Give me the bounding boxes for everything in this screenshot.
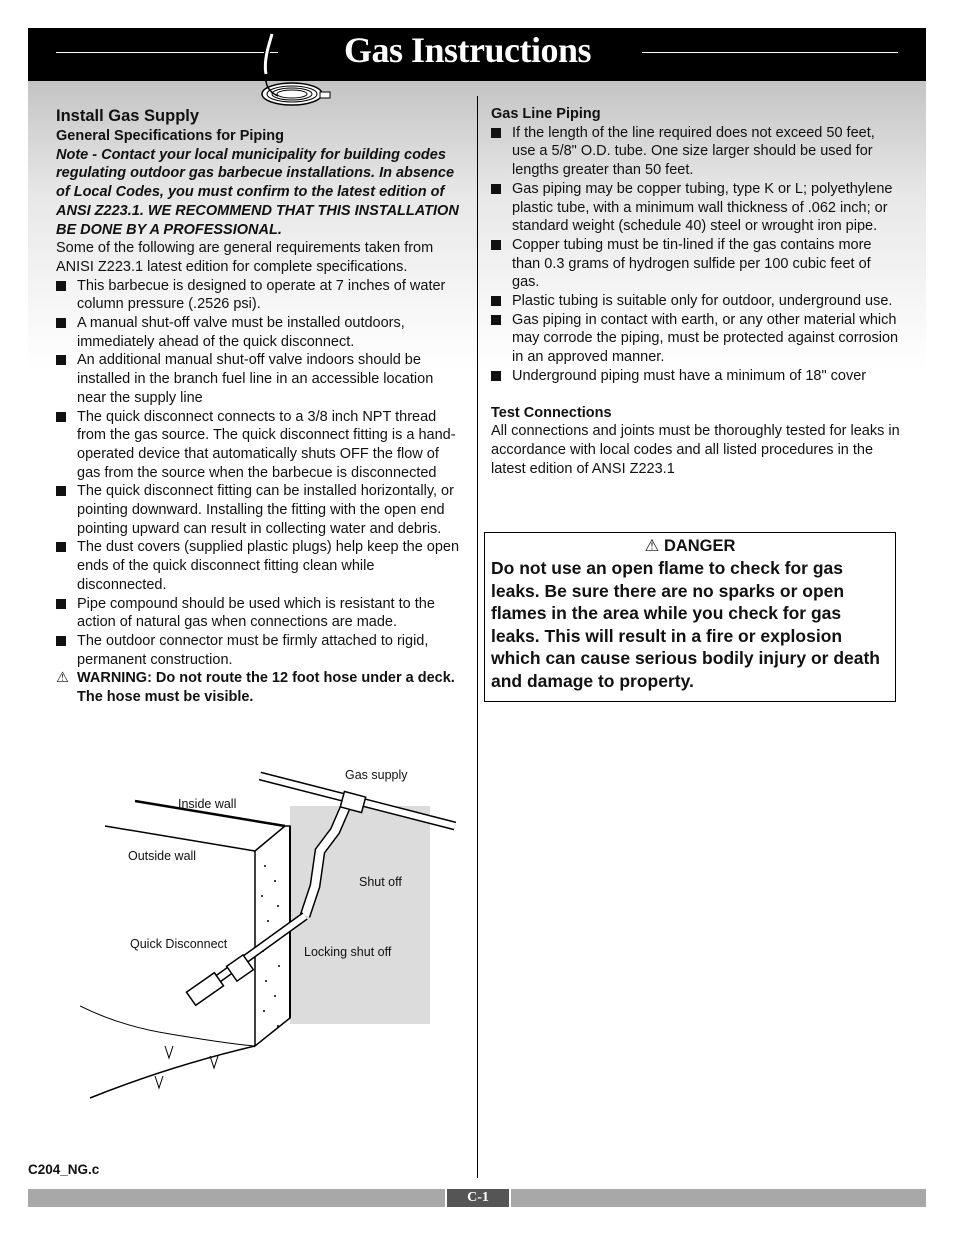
list-item: Pipe compound should be used which is resistant to the action of natural gas when connections are made. <box>56 595 466 632</box>
document-code: C204_NG.c <box>28 1162 100 1177</box>
left-column <box>56 105 466 707</box>
header-rule-left <box>56 52 278 53</box>
locking-shut-off-label: Locking shut off <box>304 945 392 959</box>
local-codes-note: Note - Contact your local municipality for building codes regulating outdoor gas barbecue installations. In absence of Local Codes, you must confirm to the latest edition of ANSI Z223.1. WE RECOMMEND THAT THIS INSTALLATION BE DONE BY A PROFESSIONAL. <box>56 146 459 238</box>
list-item: Underground piping must have a minimum of 18" cover <box>491 367 901 386</box>
hose-warning <box>56 669 466 706</box>
right-column <box>491 105 901 478</box>
column-divider <box>477 96 478 1178</box>
gas-line-piping-list <box>491 124 901 386</box>
section-spacer <box>491 386 901 404</box>
ground-line <box>90 1046 255 1098</box>
danger-heading <box>491 535 889 557</box>
gas-hose-icon <box>258 30 338 112</box>
grass-marks <box>155 1046 218 1088</box>
outside-wall-edge <box>105 826 255 851</box>
page-footer <box>28 1189 926 1207</box>
list-item: If the length of the line required does not exceed 50 feet, use a 5/8" O.D. tube. One size larger should be used for lengths greater than 50 feet. <box>491 124 901 180</box>
list-item: The dust covers (supplied plastic plugs) help keep the open ends of the quick disconnect fitting clean while disconnected. <box>56 538 466 594</box>
list-item: The outdoor connector must be firmly attached to rigid, permanent construction. <box>56 632 466 669</box>
install-gas-supply-heading: Install Gas Supply <box>56 107 200 125</box>
gas-supply-label: Gas supply <box>345 768 408 782</box>
list-item: Gas piping may be copper tubing, type K or L; polyethylene plastic tube, with a minimum wall thickness of .062 inch; or standard weight (schedule 40) steel or wrought iron pipe. <box>491 180 901 236</box>
general-specs-subheading: General Specifications for Piping <box>56 128 285 144</box>
list-item: Gas piping in contact with earth, or any other material which may corrode the piping, must be protected against corrosion in an approved manner. <box>491 311 901 367</box>
list-item: Plastic tubing is suitable only for outdoor, underground use. <box>491 292 901 311</box>
page-header <box>28 28 926 81</box>
warning-triangle-icon: ⚠ <box>56 670 69 687</box>
list-item: This barbecue is designed to operate at 7 inches of water column pressure (.2526 psi). <box>56 277 466 314</box>
hose-warning-text: WARNING: Do not route the 12 foot hose under a deck. The hose must be visible. <box>77 670 455 706</box>
list-item: Copper tubing must be tin-lined if the gas contains more than 0.3 grams of hydrogen sulfide per 100 cubic feet of gas. <box>491 236 901 292</box>
list-item: A manual shut-off valve must be installed outdoors, immediately ahead of the quick disconnect. <box>56 314 466 351</box>
list-item: An additional manual shut-off valve indoors should be installed in the branch fuel line in an accessible location near the supply line <box>56 351 466 407</box>
header-rule-right <box>642 52 898 53</box>
piping-requirements-list <box>56 277 466 670</box>
intro-text: Some of the following are general requirements taken from ANISI Z223.1 latest edition for complete specifications. <box>56 240 434 275</box>
test-connections-heading: Test Connections <box>491 404 612 421</box>
danger-box <box>484 532 896 702</box>
test-connections-text: All connections and joints must be thoroughly tested for leaks in accordance with local codes and all listed procedures in the latest edition of ANSI Z223.1 <box>491 423 900 477</box>
gas-supply-diagram <box>80 756 470 1136</box>
page-title: Gas Instructions <box>344 30 592 70</box>
shut-off-label: Shut off <box>359 875 402 889</box>
quick-disconnect-label: Quick Disconnect <box>130 937 228 951</box>
inside-wall-label: Inside wall <box>178 797 237 811</box>
gas-line-piping-heading: Gas Line Piping <box>491 106 601 122</box>
outside-wall-label: Outside wall <box>128 849 197 863</box>
danger-heading-text: DANGER <box>663 537 736 555</box>
page-number: C-1 <box>445 1189 511 1207</box>
danger-triangle-icon: ⚠ <box>644 537 660 555</box>
danger-text: Do not use an open flame to check for gas leaks. Be sure there are no sparks or open flames in the area while you check for gas leaks. This will result in a fire or explosion which can cause serious bodily injury or death and damage to property. <box>491 558 880 691</box>
list-item: The quick disconnect fitting can be installed horizontally, or pointing downward. Installing the fitting with the open end pointing upward can result in collecting water and debris. <box>56 482 466 538</box>
list-item: The quick disconnect connects to a 3/8 inch NPT thread from the gas source. The quick disconnect fitting is a hand-operated device that automatically shuts OFF the flow of gas from the source when the barbecue is disconnected <box>56 408 466 483</box>
quick-disconnect-fitting <box>186 973 223 1006</box>
